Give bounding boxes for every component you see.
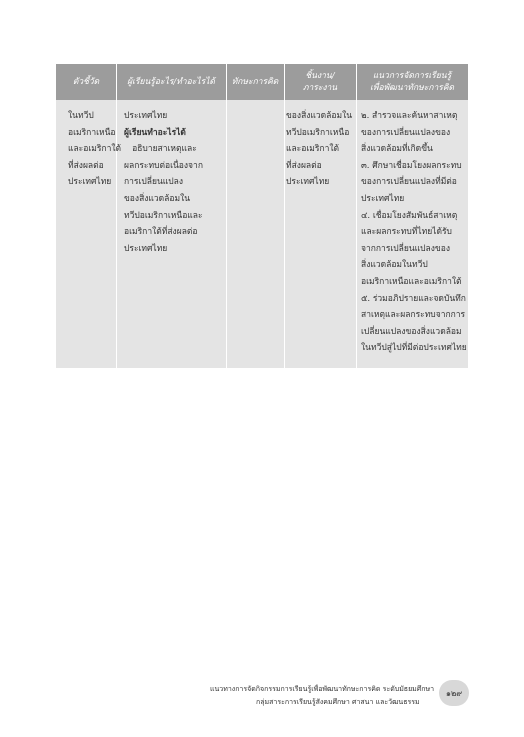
text-line: เปลี่ยนแปลงของสิ่งแวดล้อม	[361, 326, 462, 337]
text-line-heading: ผู้เรียนทำอะไรได้	[124, 127, 186, 138]
text-line: จากการเปลี่ยนแปลงของ	[361, 243, 450, 254]
table-header	[56, 64, 468, 100]
text-line: ผลกระทบต่อเนื่องจาก	[124, 160, 203, 171]
text-line: ที่ส่งผลต่อ	[68, 160, 104, 171]
text-line: ที่ส่งผลต่อ	[286, 160, 322, 171]
text-line: ของการเปลี่ยนแปลงของ	[361, 127, 451, 138]
text-line: ๕. ร่วมอภิปรายและจดบันทึก	[361, 293, 466, 304]
page-number: ๑๒๙	[445, 688, 463, 698]
text-line: การเปลี่ยนแปลง	[124, 177, 184, 188]
header-approach: แนวการจัดการเรียนรู้ เพื่อพัฒนาทักษะการคิด	[369, 71, 455, 93]
text-line: ทวีปอเมริกาเหนือ	[286, 127, 350, 138]
text-line: อธิบายสาเหตุและ	[124, 144, 197, 155]
text-line: ประเทศไทย	[68, 177, 112, 188]
text-line: ของสิ่งแวดล้อมใน	[124, 193, 191, 204]
indicator-cell	[68, 108, 124, 191]
header-workpiece: ชิ้นงาน/ ภาระงาน	[302, 71, 338, 93]
text-line: ๓. ศึกษาเชื่อมโยงผลกระทบ	[361, 160, 462, 171]
text-line: ของการเปลี่ยนแปลงที่มีต่อ	[361, 177, 457, 188]
column-divider	[356, 64, 357, 368]
text-line: อเมริกาใต้ที่ส่งผลต่อ	[124, 227, 198, 238]
text-line: ทวีปอเมริกาเหนือและ	[124, 210, 203, 221]
text-line: และผลกระทบที่ไทยได้รับ	[361, 227, 452, 238]
text-line: ๔. เชื่อมโยงสัมพันธ์สาเหตุ	[361, 210, 458, 221]
text-line: สิ่งแวดล้อมในทวีป	[361, 260, 428, 271]
header-indicator: ตัวชี้วัด	[72, 77, 100, 87]
header-thinking-skill: ทักษะการคิด	[231, 77, 279, 87]
text-line: ประเทศไทย	[286, 177, 330, 188]
text-line: ๒. สำรวจและค้นหาสาเหตุ	[361, 111, 458, 121]
footer-subject-group: กลุ่มสาระการเรียนรู้สังคมศึกษา ศาสนา และวัฒนธรรม	[256, 698, 420, 706]
text-line: สาเหตุและผลกระทบจากการ	[361, 310, 466, 321]
text-line: ในทวีป	[68, 111, 94, 121]
text-line: และอเมริกาใต้	[286, 144, 340, 155]
text-line: ของสิ่งแวดล้อมใน	[286, 111, 353, 121]
text-line: ในทวีปสู่ไปที่มีต่อประเทศไทย	[361, 343, 467, 354]
footer-book-title: แนวทางการจัดกิจกรรมการเรียนรู้เพื่อพัฒนาทักษะการคิด ระดับมัธยมศึกษา	[210, 685, 435, 693]
text-line: ประเทศไทย	[124, 243, 168, 254]
text-line: ประเทศไทย	[361, 193, 405, 204]
page-number-badge	[439, 680, 469, 706]
text-line: อเมริกาเหนือและอเมริกาใต้	[361, 276, 462, 287]
text-line: อเมริกาเหนือ	[68, 127, 116, 138]
text-line: ประเทศไทย	[124, 111, 168, 121]
column-divider	[284, 64, 285, 368]
curriculum-table	[56, 64, 468, 368]
header-knowledge: ผู้เรียนรู้อะไร/ทำอะไรได้	[127, 77, 215, 87]
workpiece-cell	[286, 108, 356, 191]
text-line: สิ่งแวดล้อมที่เกิดขึ้น	[361, 144, 433, 155]
knowledge-cell	[124, 108, 230, 257]
text-line: และอเมริกาใต้	[68, 144, 122, 155]
approach-cell	[361, 108, 469, 357]
